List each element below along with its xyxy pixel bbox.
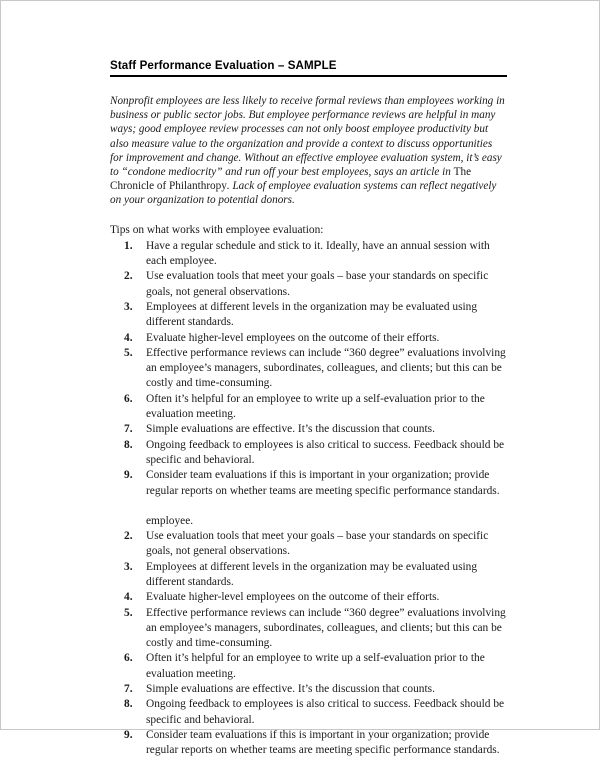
list-item (110, 392, 508, 423)
list-item-number: 2. (124, 530, 133, 543)
list-item-number: 4. (124, 331, 133, 344)
list-item (110, 300, 508, 331)
list-item-number: 9. (124, 469, 133, 482)
list-item (110, 590, 508, 605)
list-item-text: Have a regular schedule and stick to it. Ideally, have an annual session with each employee. (146, 239, 490, 268)
list-item-text: Employees at different levels in the organization may be evaluated using different standards. (146, 560, 478, 588)
list-item-number: 6. (124, 652, 133, 665)
list-item-number: 2. (124, 270, 133, 283)
list-item-number: 8. (124, 438, 133, 451)
list-item (110, 269, 508, 300)
list-item-number: 4. (124, 591, 133, 604)
list-item (110, 239, 508, 270)
list-item (110, 529, 508, 560)
list-item (110, 438, 508, 469)
tips-lead-in: Tips on what works with employee evaluation: (110, 223, 324, 236)
list-item-text: Consider team evaluations if this is important in your organization; provide regular reports on whether teams are meeting specific performance standards. (146, 728, 500, 757)
list-item-text: Effective performance reviews can include “360 degree” evaluations involving an employee’s managers, subordinates, colleagues, and clients; but this can be costly and time-consuming. (146, 606, 506, 650)
list-item-text: Use evaluation tools that meet your goals – base your standards on specific goals, not general observations. (146, 530, 489, 558)
intro-paragraph (110, 94, 508, 208)
list-item-text: Evaluate higher-level employees on the outcome of their efforts. (146, 331, 440, 344)
page-title: Staff Performance Evaluation – SAMPLE (110, 59, 337, 72)
list-item-number: 7. (124, 423, 133, 436)
list-item (110, 331, 508, 346)
intro-text-part-one: Nonprofit employees are less likely to receive formal reviews than employees working in business or public sector jobs. But employee performance reviews are helpful in many ways; good employee review processes can not only boost employee productivity but also measure value to the organization and provide a context to discuss opportunities for improvement and change. Without an effective employee evaluation system, it’s easy to “condone mediocrity” and run off your best employees, says an article in (110, 94, 505, 178)
list-item-text: Often it’s helpful for an employee to write up a self-evaluation prior to the evaluation meeting. (146, 392, 485, 421)
tips-list-first (110, 239, 508, 499)
list-item-number: 9. (124, 728, 133, 741)
title-underline-rule (110, 75, 507, 77)
list-item-text: Ongoing feedback to employees is also critical to success. Feedback should be specific and behavioral. (146, 698, 505, 726)
list-item-text: Consider team evaluations if this is important in your organization; provide regular reports on whether teams are meeting specific performance standards. (146, 469, 500, 497)
tips-list-second (110, 529, 508, 758)
list-item-number: 8. (124, 698, 133, 711)
intro-publication-name: The Chronicle of Philanthropy (110, 165, 472, 193)
document-content (110, 59, 508, 759)
list-item (110, 697, 508, 728)
list-item (110, 468, 508, 499)
list-item-text: Effective performance reviews can include “360 degree” evaluations involving an employee’s managers, subordinates, colleagues, and clients; but this can be costly and time-consuming. (146, 346, 506, 390)
list-item-text: Evaluate higher-level employees on the outcome of their efforts. (146, 591, 440, 604)
list-item (110, 560, 508, 591)
list-item-number: 6. (124, 392, 133, 405)
list-item (110, 422, 508, 437)
list-item-text: Simple evaluations are effective. It’s the discussion that counts. (146, 683, 435, 696)
block-separator (110, 499, 508, 514)
list-item-number: 3. (124, 300, 133, 313)
list-item-number: 5. (124, 346, 133, 359)
list-item (110, 682, 508, 697)
list-item (110, 606, 508, 652)
list-item-number: 5. (124, 606, 133, 619)
list-item (110, 728, 508, 759)
list-item-number: 1. (124, 239, 133, 252)
list-item-number: 7. (124, 683, 133, 696)
orphan-continuation-line: employee. (146, 514, 194, 527)
list-item-text: Use evaluation tools that meet your goals – base your standards on specific goals, not general observations. (146, 270, 489, 298)
list-item-text: Often it’s helpful for an employee to write up a self-evaluation prior to the evaluation meeting. (146, 652, 485, 680)
list-item (110, 651, 508, 682)
list-item-text: Ongoing feedback to employees is also critical to success. Feedback should be specific and behavioral. (146, 438, 505, 466)
list-item-text: Simple evaluations are effective. It’s the discussion that counts. (146, 423, 435, 436)
list-item-text: Employees at different levels in the organization may be evaluated using different standards. (146, 300, 478, 329)
list-item (110, 346, 508, 392)
list-item-number: 3. (124, 560, 133, 573)
intro-text-part-two: . Lack of employee evaluation systems can reflect negatively on your organization to potential donors. (110, 180, 497, 207)
